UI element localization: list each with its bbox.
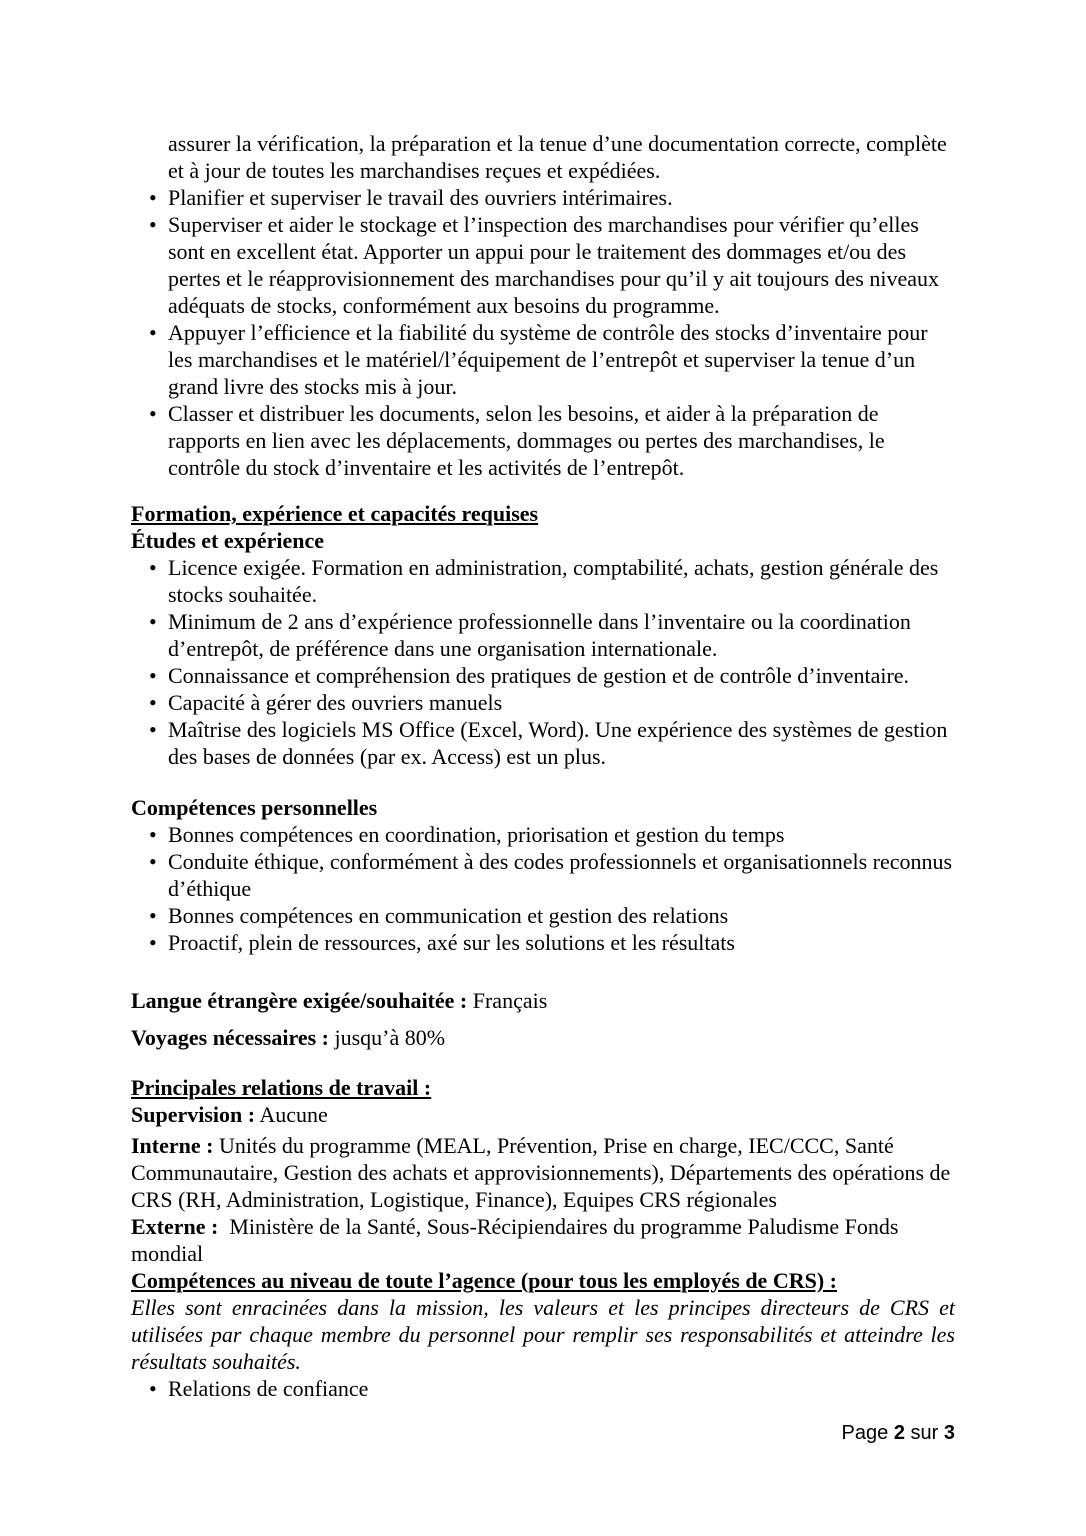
agency-intro-paragraph: Elles sont enracinées dans la mission, les valeurs et les principes directeurs de CRS et utilisées par chaque membre du personnel pour remplir ses responsabilités et atteindre les résultats souhaités. [131, 1295, 955, 1374]
section-heading-agency: Compétences au niveau de toute l’agence (pour tous les employés de CRS) : [131, 1268, 837, 1293]
externe-line [131, 1213, 955, 1267]
bullet-item: • Appuyer l’efficience et la fiabilité du système de contrôle des stocks d’inventaire pour les marchandises et le matériel/l’équipement de l’entrepôt et superviser la tenue d’un grand livre des stocks mis à jour. [168, 319, 955, 400]
bullet-item: • Classer et distribuer les documents, selon les besoins, et aider à la préparation de rapports en lien avec les déplacements, dommages ou pertes des marchandises, le contrôle du stock d’inventaire et les activités de l’entrepôt. [168, 400, 955, 481]
section-heading-relations: Principales relations de travail : [131, 1075, 432, 1100]
footer-page-total: 3 [943, 1422, 955, 1444]
formation-list [131, 554, 955, 770]
section-heading-formation: Formation, expérience et capacités requises [131, 501, 539, 526]
bullet-item: • Proactif, plein de ressources, axé sur les solutions et les résultats [168, 929, 955, 956]
bullet-item: • Bonnes compétences en coordination, priorisation et gestion du temps [168, 821, 955, 848]
subsection-heading-etudes: Études et expérience [131, 528, 325, 553]
supervision-line [131, 1101, 955, 1128]
personal-skills-list [131, 821, 955, 956]
supervision-label: Supervision : [131, 1102, 256, 1127]
bullet-item: • Planifier et superviser le travail des ouvriers intérimaires. [168, 184, 955, 211]
footer-page-number: 2 [893, 1422, 905, 1444]
interne-line [131, 1132, 955, 1213]
list-item-continuation: assurer la vérification, la préparation et la tenue d’une documentation correcte, complète et à jour de toutes les marchandises reçues et expédiées. [168, 131, 947, 183]
bullet-item: • Maîtrise des logiciels MS Office (Excel, Word). Une expérience des systèmes de gestion des bases de données (par ex. Access) est un plus. [168, 716, 955, 770]
bullet-item: • Minimum de 2 ans d’expérience professionnelle dans l’inventaire ou la coordination d’entrepôt, de préférence dans une organisation internationale. [168, 608, 955, 662]
page-footer [842, 1421, 955, 1445]
externe-value: Ministère de la Santé, Sous-Récipiendaires du programme Paludisme Fonds mondial [131, 1214, 899, 1266]
bullet-item: • Relations de confiance [168, 1375, 955, 1402]
travel-line [131, 1024, 955, 1051]
bullet-item: • Bonnes compétences en communication et gestion des relations [168, 902, 955, 929]
bullet-item: • Licence exigée. Formation en administration, comptabilité, achats, gestion générale des stocks souhaitée. [168, 554, 955, 608]
language-line [131, 987, 955, 1014]
bullet-item: • Capacité à gérer des ouvriers manuels [168, 689, 955, 716]
responsibilities-list [131, 130, 955, 481]
bullet-item: • Superviser et aider le stockage et l’inspection des marchandises pour vérifier qu’elles sont en excellent état. Apporter un appui pour le traitement des dommages et/ou des pertes et le réapprovisionnement des marchandises pour qu’il y ait toujours des niveaux adéquats de stocks, conformément aux besoins du programme. [168, 211, 955, 319]
footer-word-page: Page [841, 1422, 889, 1444]
interne-value: Unités du programme (MEAL, Prévention, Prise en charge, IEC/CCC, Santé Communautaire, Gestion des achats et approvisionnements), Départements des opérations de CRS (RH, Administration, Logistique, Finance), Equipes CRS régionales [131, 1133, 951, 1212]
footer-word-sur: sur [910, 1422, 939, 1444]
travel-label: Voyages nécessaires : [131, 1025, 329, 1050]
bullet-item: • Conduite éthique, conformément à des codes professionnels et organisationnels reconnus d’éthique [168, 848, 955, 902]
supervision-value: Aucune [259, 1102, 328, 1127]
interne-label: Interne : [131, 1133, 214, 1158]
language-value: Français [472, 988, 548, 1013]
section-heading-personal-skills: Compétences personnelles [131, 795, 378, 820]
travel-value: jusqu’à 80% [334, 1025, 446, 1050]
externe-label: Externe : [131, 1214, 219, 1239]
bullet-item: • Connaissance et compréhension des pratiques de gestion et de contrôle d’inventaire. [168, 662, 955, 689]
language-label: Langue étrangère exigée/souhaitée : [131, 988, 468, 1013]
agency-list [131, 1375, 955, 1402]
